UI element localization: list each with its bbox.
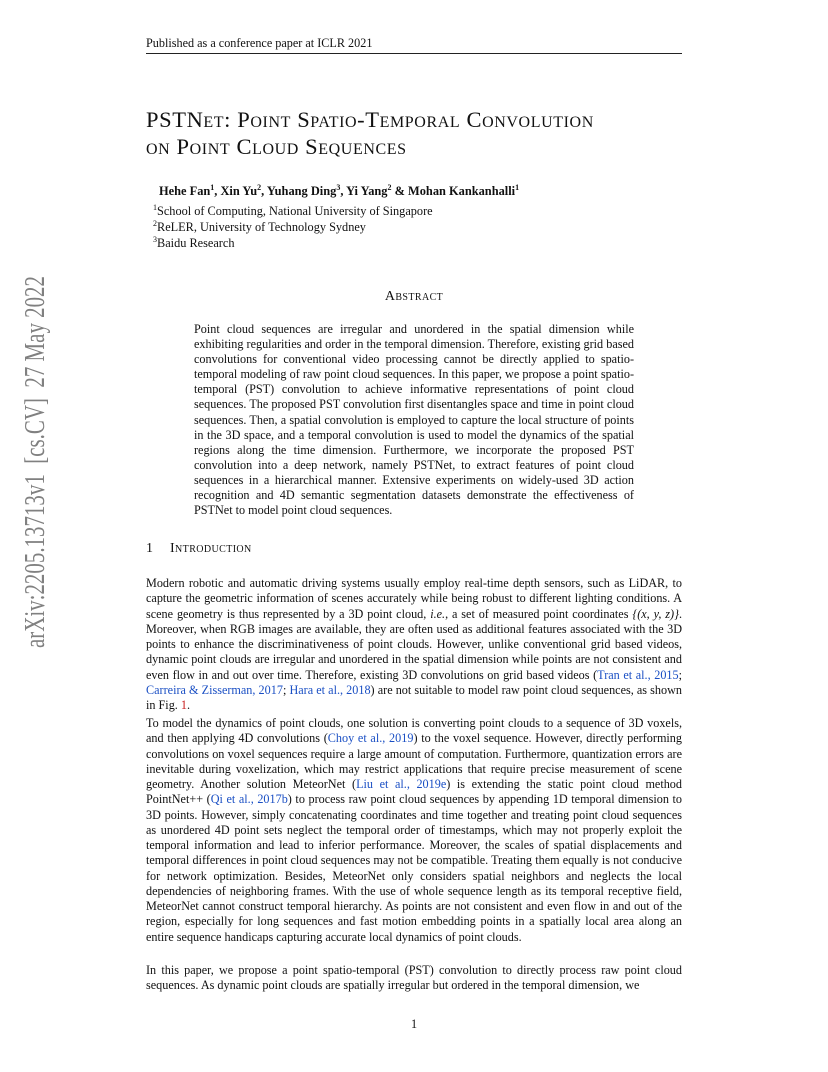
citation-link[interactable]: Hara et al., 2018	[289, 682, 371, 697]
header-rule	[146, 53, 682, 54]
author-name: Hehe Fan	[159, 184, 211, 198]
text-run: ;	[282, 682, 290, 697]
text-run: .	[186, 698, 191, 712]
citation-link[interactable]: Choy et al., 2019	[327, 731, 414, 746]
text-run: ) are not suitable to model raw point cloud sequences, as shown in Fig.	[146, 682, 682, 712]
title-line-1: PSTNet: Point Spatio-Temporal Convolution	[146, 107, 594, 132]
affiliation-mark: 1	[153, 202, 157, 212]
affiliation	[153, 219, 433, 235]
section-heading	[146, 541, 252, 557]
text-run: ;	[678, 667, 683, 682]
page-number: 1	[410, 1017, 418, 1031]
author-separator: &	[391, 184, 409, 198]
author-mark: 2	[257, 182, 262, 192]
author-separator: ,	[261, 184, 267, 198]
author-separator: ,	[340, 184, 347, 198]
affiliation-list	[153, 203, 433, 251]
text-run: , a set of measured point coordinates	[445, 606, 633, 621]
author-name: Yuhang Ding	[266, 184, 337, 198]
text-run-italic: i.e.	[430, 606, 446, 621]
citation-link[interactable]: Tran et al., 2015	[597, 667, 679, 682]
author-mark: 2	[387, 182, 392, 192]
text-run: . Moreover, when RGB images are available, they are often used as additional features associated with the 3D points to enhance the discriminativeness of point clouds. However, unlike conventional grid based videos, dynamic point clouds are irregular and unordered in the spatial dimension while points are not consistent and even flow in and out over time. Therefore, existing 3D convolutions on grid based videos (	[146, 606, 682, 682]
citation-link[interactable]: Qi et al., 2017b	[210, 792, 288, 807]
abstract-body: Point cloud sequences are irregular and unordered in the spatial dimension while exhibiting regularities and order in the temporal dimension. Therefore, existing grid based convolutions for conventional video processing cannot be directly applied to spatio-temporal modeling of raw point cloud sequences. In this paper, we propose a point spatio-temporal (PST) convolution to achieve informative representations of point cloud sequences. The proposed PST convolution first disentangles space and time in point cloud sequences. Then, a spatial convolution is employed to capture the local structure of points in the 3D space, and a temporal convolution is used to model the dynamics of the spatial regions along the time dimension. Furthermore, we incorporate the proposed PST convolution into a deep network, namely PSTNet, to extract features of point cloud sequences in a hierarchical manner. Extensive experiments on widely-used 3D action recognition and 4D semantic segmentation datasets demonstrate the effectiveness of PSTNet to model point cloud sequences.	[194, 322, 634, 518]
paper-title	[146, 106, 706, 160]
author-separator: ,	[214, 184, 221, 198]
affiliation-text: ReLER, University of Technology Sydney	[157, 220, 366, 234]
citation-link[interactable]: Liu et al., 2019e	[356, 777, 447, 791]
abstract-heading: Abstract	[384, 289, 444, 304]
section-number: 1	[146, 541, 153, 556]
title-line-2: on Point Cloud Sequences	[146, 134, 407, 159]
arxiv-stamp-text: arXiv:2205.13713v1 [cs.CV] 27 May 2022	[19, 132, 51, 648]
author-mark: 1	[210, 182, 215, 192]
math-inline: {(x, y, z)}	[632, 606, 679, 621]
body-paragraph: In this paper, we propose a point spatio-temporal (PST) convolution to directly process raw point cloud sequences. As dynamic point clouds are spatially irregular but ordered in the temporal dimension, we	[146, 963, 682, 993]
author-list	[159, 184, 519, 199]
affiliation-mark: 3	[153, 234, 157, 244]
affiliation-text: Baidu Research	[157, 236, 235, 250]
figure-link[interactable]: 1	[180, 698, 187, 712]
affiliation	[153, 235, 433, 251]
text-run: Modern robotic and automatic driving systems usually employ real-time depth sensors, such as LiDAR, to capture the geometric information of scenes accurately while being robust to different lighting conditions. A scene geometry is thus represented by a 3D point cloud,	[146, 576, 682, 621]
body-paragraph	[146, 576, 682, 713]
citation-link[interactable]: Carreira & Zisserman, 2017	[146, 682, 283, 697]
affiliation	[153, 203, 433, 219]
author-name: Mohan Kankanhalli	[408, 184, 516, 198]
body-paragraph	[146, 716, 682, 945]
author-mark: 3	[336, 182, 341, 192]
section-title: Introduction	[170, 541, 252, 556]
author-name: Xin Yu	[220, 184, 258, 198]
affiliation-text: School of Computing, National University of Singapore	[157, 204, 433, 218]
author-mark: 1	[515, 182, 520, 192]
running-header: Published as a conference paper at ICLR 2021	[146, 36, 373, 50]
author-name: Yi Yang	[346, 184, 388, 198]
text-run: To model the dynamics of point clouds, one solution is converting point clouds to a sequence of 3D voxels, and then applying 4D convolutions (	[146, 716, 682, 746]
affiliation-mark: 2	[153, 218, 157, 228]
text-run: ) to process raw point cloud sequences by appending 1D temporal dimension to 3D points. However, simply concatenating coordinates and time together and treating point cloud sequences as unordered 4D point sets neglect the temporal order of timestamps, which may not properly exploit the temporal information and lead to inferior performance. Moreover, the scales of spatial displacements and temporal differences in point cloud sequences may not be compatible. Treating them equally is not conducive for network optimization. Besides, MeteorNet only considers spatial neighbors and neglects the local dependencies of neighboring frames. With the use of whole sequence length as its temporal receptive field, MeteorNet cannot construct temporal hierarchy. As points are not consistent and even flow in and out of the region, especially for long sequences and fast motion embedding points in a spatially local area along an entire sequence handicaps capturing accurate local dynamics of point clouds.	[146, 792, 683, 944]
text-run: ) to the voxel sequence. However, directly performing convolutions on voxel sequences require a large amount of computation. Furthermore, quantization errors are inevitable during voxelization, which may restrict applications that require precise measurement of scene geometry. Another solution MeteorNet (	[146, 731, 682, 791]
text-run: ) is extending the static point cloud method PointNet++ (	[146, 777, 682, 807]
